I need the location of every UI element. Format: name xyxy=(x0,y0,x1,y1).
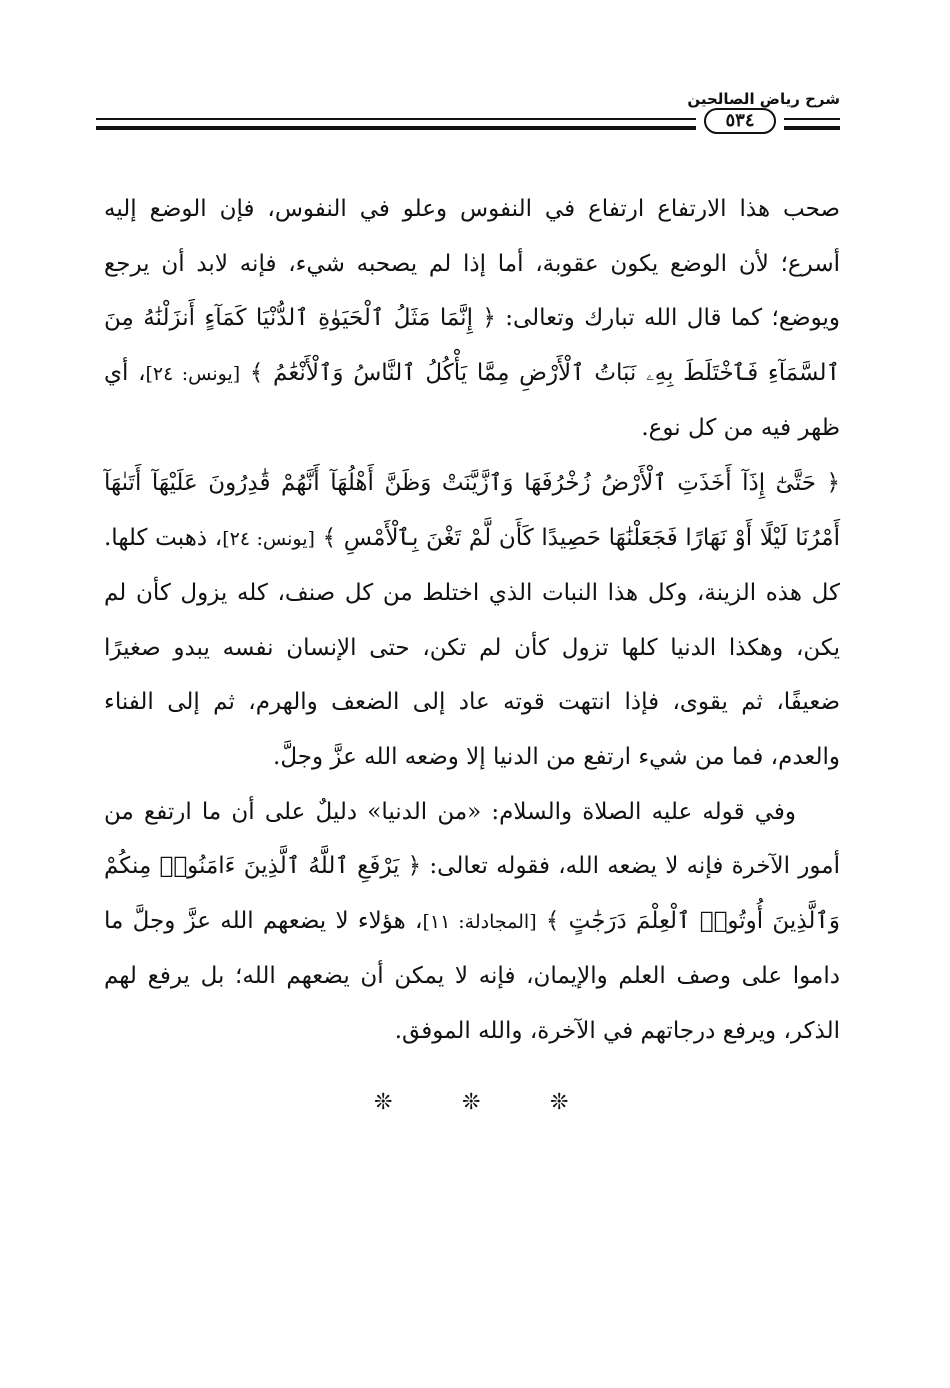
paragraph-3-tail: ، هؤلاء لا يضعهم الله عزَّ وجلَّ ما داموا على وصف العلم والإيمان، فإنه لا يمكن أن يضعهم الله؛ بل يرفع لهم الذكر، ويرفع درجاتهم في الآخرة، والله الموفق. xyxy=(104,907,840,1044)
verse-reference-2: [يونس: ٢٤] xyxy=(222,527,315,550)
page-body xyxy=(104,182,840,1059)
separator-star-icon: ❊ xyxy=(550,1090,569,1115)
verse-reference-1: [يونس: ٢٤] xyxy=(145,362,241,385)
paragraph-2 xyxy=(104,456,840,785)
header-rule-left xyxy=(784,118,840,130)
paragraph-1 xyxy=(104,182,840,456)
quran-verse-3: ﴿ يَرْفَعِ ٱللَّهُ ٱلَّذِينَ ءَامَنُوا۟ مِنكُمْ وَٱلَّذِينَ أُوتُوا۟ ٱلْعِلْمَ دَرَجَٰتٍ ﴾ xyxy=(104,853,840,934)
page-header xyxy=(96,90,840,144)
quran-verse-1: ﴿ إِنَّمَا مَثَلُ ٱلْحَيَوٰةِ ٱلدُّنْيَا كَمَآءٍ أَنزَلْنَٰهُ مِنَ ٱلسَّمَآءِ فَٱخْتَلَطَ بِهِۦ نَبَاتُ ٱلْأَرْضِ مِمَّا يَأْكُلُ ٱلنَّاسُ وَٱلْأَنْعَٰمُ ﴾ xyxy=(104,305,841,386)
verse-reference-3: [المجادلة: ١١] xyxy=(422,910,537,933)
section-separator xyxy=(0,1090,950,1120)
header-rule-right xyxy=(96,118,696,130)
paragraph-2-tail: ، ذهبت كلها. كل هذه الزينة، وكل هذا النبات الذي اختلط من كل صنف، كله يزول كأن لم يكن، وهكذا الدنيا كلها تزول كأن لم تكن، حتى الإنسان نفسه يبدو صغيرًا ضعيفًا، ثم يقوى، فإذا انتهت قوته عاد إلى الضعف والهرم، ثم إلى الفناء والعدم، فما من شيء ارتفع من الدنيا إلا وضعه الله عزَّ وجلَّ. xyxy=(104,524,840,770)
separator-star-icon: ❊ xyxy=(462,1090,481,1115)
page-number: ٥٣٤ xyxy=(704,108,776,134)
separator-star-icon: ❊ xyxy=(374,1090,393,1115)
paragraph-3-text: وفي قوله عليه الصلاة والسلام: «من الدنيا» دليلٌ على أن ما ارتفع من أمور الآخرة فإنه لا يضعه الله، فقوله تعالى: xyxy=(104,798,840,880)
paragraph-1-tail: ، أي ظهر فيه من كل نوع. xyxy=(104,359,840,442)
paragraph-1-text: صحب هذا الارتفاع ارتفاع في النفوس وعلو في النفوس، فإن الوضع إليه أسرع؛ لأن الوضع يكون عقوبة، أما إذا لم يصحبه شيء، فإنه لابد أن يرجع ويوضع؛ كما قال الله تبارك وتعالى: xyxy=(104,196,840,332)
running-title: شرح رياض الصالحين xyxy=(687,90,840,108)
quran-verse-2: ﴿ حَتَّىٰٓ إِذَآ أَخَذَتِ ٱلْأَرْضُ زُخْرُفَهَا وَٱزَّيَّنَتْ وَظَنَّ أَهْلُهَآ أَنَّهُمْ قَٰدِرُونَ عَلَيْهَآ أَتَىٰهَآ أَمْرُنَا لَيْلًا أَوْ نَهَارًا فَجَعَلْنَٰهَا حَصِيدًا كَأَن لَّمْ تَغْنَ بِٱلْأَمْسِ ﴾ xyxy=(104,469,841,551)
paragraph-3 xyxy=(104,785,840,1059)
